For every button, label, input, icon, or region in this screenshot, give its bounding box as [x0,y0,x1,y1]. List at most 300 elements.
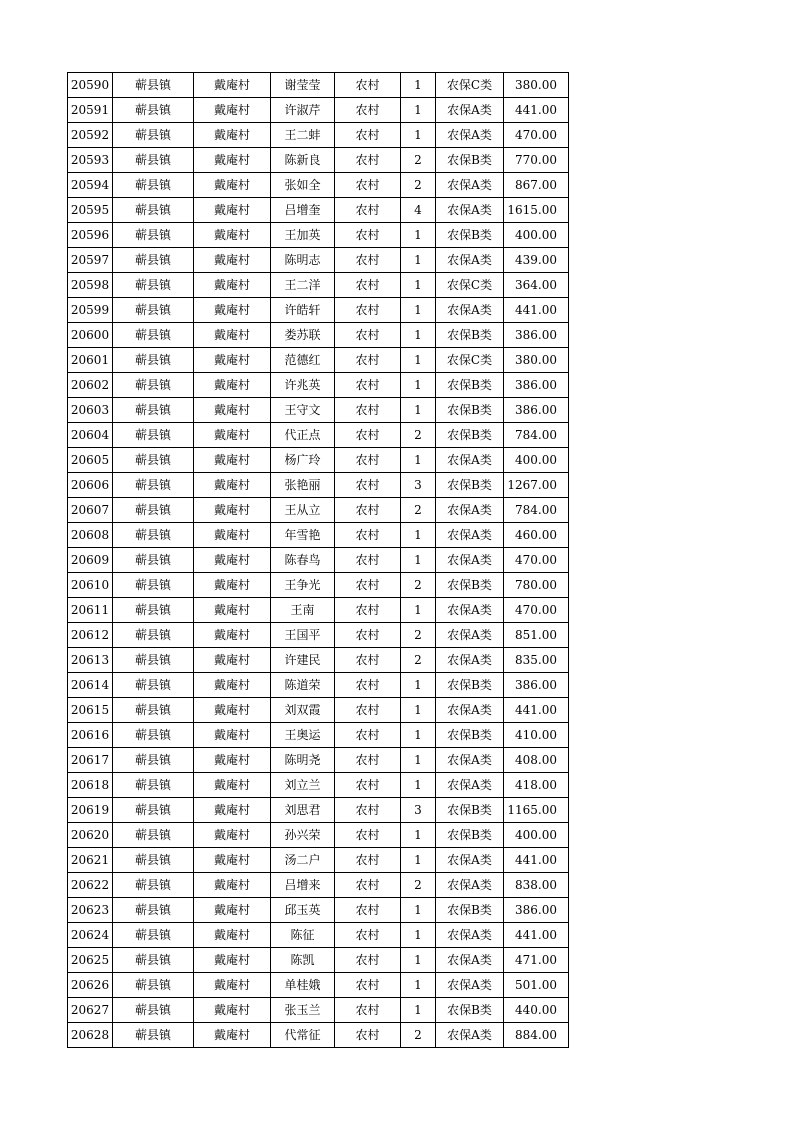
village-cell: 戴庵村 [194,423,271,448]
area-type-cell: 农村 [335,498,401,523]
village-cell: 戴庵村 [194,273,271,298]
town-cell: 蕲县镇 [113,123,194,148]
town-cell: 蕲县镇 [113,648,194,673]
insurance-category-cell: 农保A类 [436,748,504,773]
household-count-cell: 1 [401,348,436,373]
amount-cell: 441.00 [504,698,569,723]
village-cell: 戴庵村 [194,498,271,523]
person-name-cell: 汤二户 [271,848,335,873]
household-count-cell: 1 [401,923,436,948]
town-cell: 蕲县镇 [113,748,194,773]
insurance-category-cell: 农保A类 [436,923,504,948]
table-row [68,448,569,473]
town-cell: 蕲县镇 [113,898,194,923]
household-count-cell: 1 [401,123,436,148]
insurance-category-cell: 农保A类 [436,298,504,323]
insurance-category-cell: 农保A类 [436,648,504,673]
area-type-cell: 农村 [335,123,401,148]
table-row [68,848,569,873]
area-type-cell: 农村 [335,748,401,773]
town-cell: 蕲县镇 [113,948,194,973]
village-cell: 戴庵村 [194,473,271,498]
person-name-cell: 陈征 [271,923,335,948]
town-cell: 蕲县镇 [113,523,194,548]
amount-cell: 1615.00 [504,198,569,223]
town-cell: 蕲县镇 [113,173,194,198]
area-type-cell: 农村 [335,223,401,248]
amount-cell: 441.00 [504,923,569,948]
insurance-category-cell: 农保A类 [436,448,504,473]
insurance-category-cell: 农保A类 [436,498,504,523]
record-id-cell: 20625 [68,948,113,973]
person-name-cell: 吕增奎 [271,198,335,223]
insurance-category-cell: 农保C类 [436,348,504,373]
village-cell: 戴庵村 [194,173,271,198]
town-cell: 蕲县镇 [113,998,194,1023]
area-type-cell: 农村 [335,373,401,398]
table-row [68,998,569,1023]
area-type-cell: 农村 [335,648,401,673]
record-id-cell: 20601 [68,348,113,373]
table-row [68,598,569,623]
area-type-cell: 农村 [335,948,401,973]
insurance-category-cell: 农保A类 [436,973,504,998]
amount-cell: 835.00 [504,648,569,673]
household-count-cell: 2 [401,1023,436,1048]
household-count-cell: 1 [401,523,436,548]
town-cell: 蕲县镇 [113,973,194,998]
insurance-category-cell: 农保A类 [436,948,504,973]
table-row [68,823,569,848]
person-name-cell: 杨广玲 [271,448,335,473]
town-cell: 蕲县镇 [113,623,194,648]
town-cell: 蕲县镇 [113,923,194,948]
town-cell: 蕲县镇 [113,298,194,323]
village-cell: 戴庵村 [194,898,271,923]
area-type-cell: 农村 [335,598,401,623]
area-type-cell: 农村 [335,448,401,473]
town-cell: 蕲县镇 [113,773,194,798]
insurance-category-cell: 农保A类 [436,198,504,223]
amount-cell: 770.00 [504,148,569,173]
household-count-cell: 1 [401,248,436,273]
village-cell: 戴庵村 [194,748,271,773]
household-count-cell: 4 [401,198,436,223]
insurance-category-cell: 农保B类 [436,323,504,348]
insurance-category-cell: 农保B类 [436,473,504,498]
town-cell: 蕲县镇 [113,848,194,873]
area-type-cell: 农村 [335,348,401,373]
town-cell: 蕲县镇 [113,348,194,373]
insurance-category-cell: 农保B类 [436,898,504,923]
person-name-cell: 范德红 [271,348,335,373]
household-count-cell: 1 [401,948,436,973]
village-cell: 戴庵村 [194,973,271,998]
town-cell: 蕲县镇 [113,148,194,173]
amount-cell: 471.00 [504,948,569,973]
record-id-cell: 20604 [68,423,113,448]
record-id-cell: 20599 [68,298,113,323]
household-count-cell: 3 [401,798,436,823]
insurance-category-cell: 农保B类 [436,823,504,848]
area-type-cell: 农村 [335,73,401,98]
table-row [68,548,569,573]
insurance-category-cell: 农保A类 [436,548,504,573]
area-type-cell: 农村 [335,423,401,448]
table-row [68,873,569,898]
table-row [68,698,569,723]
household-count-cell: 1 [401,748,436,773]
table-row [68,148,569,173]
town-cell: 蕲县镇 [113,98,194,123]
subsidy-table [67,72,569,1048]
household-count-cell: 2 [401,423,436,448]
village-cell: 戴庵村 [194,698,271,723]
village-cell: 戴庵村 [194,398,271,423]
amount-cell: 439.00 [504,248,569,273]
village-cell: 戴庵村 [194,948,271,973]
town-cell: 蕲县镇 [113,598,194,623]
household-count-cell: 1 [401,973,436,998]
household-count-cell: 1 [401,448,436,473]
household-count-cell: 1 [401,598,436,623]
insurance-category-cell: 农保A类 [436,873,504,898]
area-type-cell: 农村 [335,823,401,848]
table-row [68,973,569,998]
village-cell: 戴庵村 [194,648,271,673]
area-type-cell: 农村 [335,723,401,748]
table-row [68,98,569,123]
household-count-cell: 1 [401,73,436,98]
household-count-cell: 1 [401,998,436,1023]
table-row [68,573,569,598]
record-id-cell: 20612 [68,623,113,648]
person-name-cell: 代正点 [271,423,335,448]
person-name-cell: 张玉兰 [271,998,335,1023]
table-row [68,198,569,223]
person-name-cell: 王国平 [271,623,335,648]
table-row [68,1023,569,1048]
household-count-cell: 1 [401,698,436,723]
insurance-category-cell: 农保A类 [436,623,504,648]
record-id-cell: 20619 [68,798,113,823]
town-cell: 蕲县镇 [113,548,194,573]
person-name-cell: 王加英 [271,223,335,248]
table-row [68,948,569,973]
person-name-cell: 张艳丽 [271,473,335,498]
village-cell: 戴庵村 [194,248,271,273]
table-row [68,748,569,773]
record-id-cell: 20621 [68,848,113,873]
area-type-cell: 农村 [335,523,401,548]
record-id-cell: 20610 [68,573,113,598]
town-cell: 蕲县镇 [113,198,194,223]
table-row [68,223,569,248]
town-cell: 蕲县镇 [113,73,194,98]
table-row [68,373,569,398]
town-cell: 蕲县镇 [113,1023,194,1048]
village-cell: 戴庵村 [194,1023,271,1048]
table-row [68,273,569,298]
area-type-cell: 农村 [335,798,401,823]
household-count-cell: 2 [401,623,436,648]
amount-cell: 418.00 [504,773,569,798]
village-cell: 戴庵村 [194,523,271,548]
record-id-cell: 20600 [68,323,113,348]
insurance-category-cell: 农保A类 [436,173,504,198]
village-cell: 戴庵村 [194,998,271,1023]
person-name-cell: 陈凯 [271,948,335,973]
village-cell: 戴庵村 [194,448,271,473]
town-cell: 蕲县镇 [113,398,194,423]
insurance-category-cell: 农保B类 [436,723,504,748]
table-row [68,648,569,673]
insurance-category-cell: 农保B类 [436,398,504,423]
amount-cell: 851.00 [504,623,569,648]
area-type-cell: 农村 [335,573,401,598]
insurance-category-cell: 农保A类 [436,123,504,148]
person-name-cell: 娄苏联 [271,323,335,348]
village-cell: 戴庵村 [194,773,271,798]
amount-cell: 441.00 [504,98,569,123]
amount-cell: 780.00 [504,573,569,598]
amount-cell: 364.00 [504,273,569,298]
area-type-cell: 农村 [335,673,401,698]
table-body [68,73,569,1048]
person-name-cell: 王从立 [271,498,335,523]
village-cell: 戴庵村 [194,623,271,648]
household-count-cell: 1 [401,98,436,123]
area-type-cell: 农村 [335,1023,401,1048]
table-row [68,323,569,348]
area-type-cell: 农村 [335,698,401,723]
insurance-category-cell: 农保A类 [436,523,504,548]
area-type-cell: 农村 [335,923,401,948]
household-count-cell: 1 [401,773,436,798]
record-id-cell: 20620 [68,823,113,848]
record-id-cell: 20607 [68,498,113,523]
village-cell: 戴庵村 [194,823,271,848]
insurance-category-cell: 农保A类 [436,1023,504,1048]
household-count-cell: 1 [401,273,436,298]
household-count-cell: 1 [401,898,436,923]
record-id-cell: 20614 [68,673,113,698]
insurance-category-cell: 农保B类 [436,223,504,248]
amount-cell: 400.00 [504,448,569,473]
town-cell: 蕲县镇 [113,423,194,448]
town-cell: 蕲县镇 [113,673,194,698]
area-type-cell: 农村 [335,623,401,648]
record-id-cell: 20590 [68,73,113,98]
village-cell: 戴庵村 [194,73,271,98]
household-count-cell: 1 [401,398,436,423]
household-count-cell: 1 [401,298,436,323]
household-count-cell: 3 [401,473,436,498]
amount-cell: 441.00 [504,298,569,323]
record-id-cell: 20628 [68,1023,113,1048]
table-row [68,623,569,648]
person-name-cell: 年雪艳 [271,523,335,548]
record-id-cell: 20606 [68,473,113,498]
area-type-cell: 农村 [335,873,401,898]
village-cell: 戴庵村 [194,298,271,323]
person-name-cell: 许皓轩 [271,298,335,323]
area-type-cell: 农村 [335,973,401,998]
person-name-cell: 陈春鸟 [271,548,335,573]
person-name-cell: 邱玉英 [271,898,335,923]
village-cell: 戴庵村 [194,848,271,873]
amount-cell: 784.00 [504,498,569,523]
insurance-category-cell: 农保C类 [436,73,504,98]
person-name-cell: 陈道荣 [271,673,335,698]
amount-cell: 386.00 [504,373,569,398]
person-name-cell: 王二洋 [271,273,335,298]
area-type-cell: 农村 [335,998,401,1023]
table-row [68,673,569,698]
amount-cell: 470.00 [504,548,569,573]
area-type-cell: 农村 [335,98,401,123]
amount-cell: 386.00 [504,323,569,348]
insurance-category-cell: 农保B类 [436,673,504,698]
town-cell: 蕲县镇 [113,273,194,298]
area-type-cell: 农村 [335,398,401,423]
town-cell: 蕲县镇 [113,823,194,848]
record-id-cell: 20611 [68,598,113,623]
town-cell: 蕲县镇 [113,323,194,348]
table-row [68,73,569,98]
insurance-category-cell: 农保A类 [436,598,504,623]
record-id-cell: 20608 [68,523,113,548]
record-id-cell: 20627 [68,998,113,1023]
table-row [68,348,569,373]
amount-cell: 408.00 [504,748,569,773]
record-id-cell: 20598 [68,273,113,298]
household-count-cell: 1 [401,723,436,748]
amount-cell: 460.00 [504,523,569,548]
area-type-cell: 农村 [335,148,401,173]
area-type-cell: 农村 [335,773,401,798]
village-cell: 戴庵村 [194,98,271,123]
insurance-category-cell: 农保A类 [436,698,504,723]
insurance-category-cell: 农保A类 [436,248,504,273]
household-count-cell: 1 [401,823,436,848]
record-id-cell: 20605 [68,448,113,473]
table-row [68,798,569,823]
record-id-cell: 20615 [68,698,113,723]
household-count-cell: 2 [401,873,436,898]
amount-cell: 386.00 [504,673,569,698]
town-cell: 蕲县镇 [113,873,194,898]
town-cell: 蕲县镇 [113,223,194,248]
area-type-cell: 农村 [335,323,401,348]
amount-cell: 440.00 [504,998,569,1023]
record-id-cell: 20595 [68,198,113,223]
household-count-cell: 2 [401,498,436,523]
amount-cell: 867.00 [504,173,569,198]
record-id-cell: 20596 [68,223,113,248]
table-row [68,773,569,798]
table-row [68,523,569,548]
household-count-cell: 1 [401,548,436,573]
person-name-cell: 谢莹莹 [271,73,335,98]
insurance-category-cell: 农保B类 [436,573,504,598]
amount-cell: 784.00 [504,423,569,448]
person-name-cell: 王二蚌 [271,123,335,148]
person-name-cell: 刘双霞 [271,698,335,723]
record-id-cell: 20594 [68,173,113,198]
record-id-cell: 20626 [68,973,113,998]
amount-cell: 838.00 [504,873,569,898]
amount-cell: 400.00 [504,823,569,848]
record-id-cell: 20597 [68,248,113,273]
village-cell: 戴庵村 [194,223,271,248]
record-id-cell: 20622 [68,873,113,898]
record-id-cell: 20603 [68,398,113,423]
amount-cell: 410.00 [504,723,569,748]
area-type-cell: 农村 [335,548,401,573]
person-name-cell: 孙兴荣 [271,823,335,848]
town-cell: 蕲县镇 [113,798,194,823]
village-cell: 戴庵村 [194,723,271,748]
village-cell: 戴庵村 [194,673,271,698]
person-name-cell: 刘立兰 [271,773,335,798]
household-count-cell: 1 [401,673,436,698]
household-count-cell: 2 [401,648,436,673]
village-cell: 戴庵村 [194,923,271,948]
household-count-cell: 1 [401,848,436,873]
record-id-cell: 20616 [68,723,113,748]
table-row [68,123,569,148]
village-cell: 戴庵村 [194,123,271,148]
person-name-cell: 王奥运 [271,723,335,748]
town-cell: 蕲县镇 [113,373,194,398]
person-name-cell: 许淑芹 [271,98,335,123]
village-cell: 戴庵村 [194,373,271,398]
record-id-cell: 20609 [68,548,113,573]
town-cell: 蕲县镇 [113,698,194,723]
person-name-cell: 陈明志 [271,248,335,273]
area-type-cell: 农村 [335,273,401,298]
area-type-cell: 农村 [335,173,401,198]
table-row [68,498,569,523]
town-cell: 蕲县镇 [113,573,194,598]
village-cell: 戴庵村 [194,598,271,623]
village-cell: 戴庵村 [194,798,271,823]
area-type-cell: 农村 [335,473,401,498]
amount-cell: 1165.00 [504,798,569,823]
person-name-cell: 许建民 [271,648,335,673]
insurance-category-cell: 农保C类 [436,273,504,298]
village-cell: 戴庵村 [194,573,271,598]
table-row [68,723,569,748]
amount-cell: 470.00 [504,123,569,148]
record-id-cell: 20624 [68,923,113,948]
insurance-category-cell: 农保B类 [436,798,504,823]
area-type-cell: 农村 [335,848,401,873]
table-row [68,173,569,198]
person-name-cell: 陈明尧 [271,748,335,773]
village-cell: 戴庵村 [194,148,271,173]
village-cell: 戴庵村 [194,548,271,573]
household-count-cell: 1 [401,373,436,398]
person-name-cell: 吕增来 [271,873,335,898]
record-id-cell: 20623 [68,898,113,923]
table-row [68,248,569,273]
person-name-cell: 王争光 [271,573,335,598]
table-row [68,298,569,323]
village-cell: 戴庵村 [194,348,271,373]
area-type-cell: 农村 [335,898,401,923]
